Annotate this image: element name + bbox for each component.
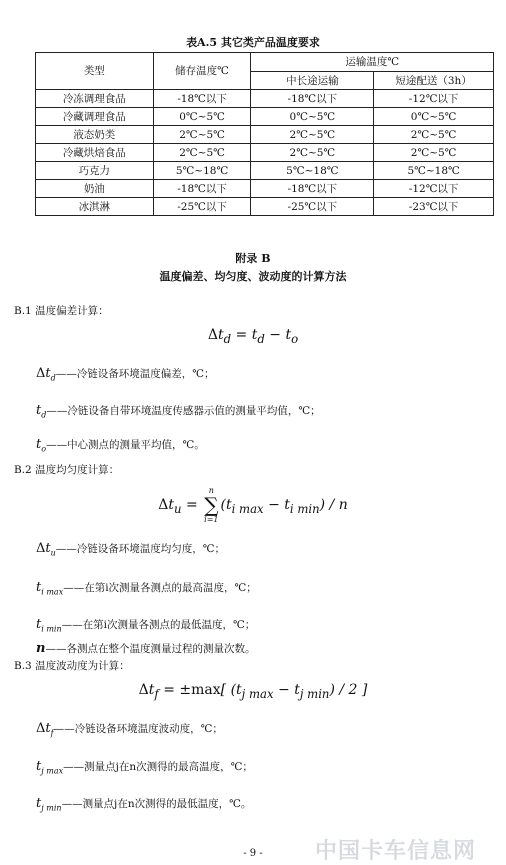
table-cell: 2℃~5℃ [374,144,494,162]
table-cell: -18℃以下 [153,90,251,108]
table-cell: 5℃~18℃ [251,162,374,180]
table-header-row [36,53,494,72]
table-cell: 0℃~5℃ [153,108,251,126]
table-row [36,144,494,162]
table-cell: 巧克力 [36,162,154,180]
table-cell: 5℃~18℃ [153,162,251,180]
table-cell: -23℃以下 [374,198,494,216]
table-cell: 冰淇淋 [36,198,154,216]
table-cell: 0℃~5℃ [251,108,374,126]
definition-delta-tu: $\Delta t_u——$冷链设备环境温度均匀度，℃； [36,541,226,558]
definition-delta-td: $\Delta t_d——$冷链设备环境温度偏差，℃； [36,366,215,383]
section-b2-heading: B.2 温度均匀度计算： [14,464,120,476]
table-cell: 冷冻调理食品 [36,90,154,108]
definition-td: $t_d——$冷链设备自带环境温度传感器示值的测量平均值，℃； [36,403,321,420]
header-transport: 运输温度℃ [251,53,494,72]
table-cell: -18℃以下 [251,180,374,198]
definition-timax: $t_{i max}——$在第i次测量各测点的最高温度，℃； [36,580,257,597]
formula-fluctuation: $\Delta t_f = \pm\max$[ $(t_{j max} - t_{j min}) / 2$ ] [138,682,368,701]
table-cell: -18℃以下 [153,180,251,198]
table-cell: 奶油 [36,180,154,198]
table-cell: 冷藏调理食品 [36,108,154,126]
table-row [36,198,494,216]
definition-n: n——各测点在整个温度测量过程的测量次数。 [36,641,256,656]
table-cell: 2℃~5℃ [153,144,251,162]
page-number: - 9 - [243,848,263,859]
header-storage: 储存温度℃ [153,53,251,90]
definition-to: $t_o——$中心测点的测量平均值，℃。 [36,437,205,454]
table-row [36,90,494,108]
table-cell: -12℃以下 [374,180,494,198]
table-row [36,108,494,126]
section-b1-heading: B.1 温度偏差计算： [14,305,109,317]
table-cell: 液态奶类 [36,126,154,144]
table-cell: -25℃以下 [251,198,374,216]
table-row [36,162,494,180]
table-caption: 表A.5 其它类产品温度要求 [186,36,320,49]
site-watermark: 中国卡车信息网 [315,839,477,864]
table-row [36,126,494,144]
table-cell: 5℃~18℃ [374,162,494,180]
temperature-table [35,52,494,216]
table-cell: 2℃~5℃ [251,144,374,162]
formula-uniformity: $\Delta t_u$ = n ∑ i=1 $(t_{i max} - t_{i min}) / n$ [158,486,348,524]
table-cell: 2℃~5℃ [153,126,251,144]
table-cell: -12℃以下 [374,90,494,108]
table-row [36,180,494,198]
table-cell: 2℃~5℃ [251,126,374,144]
definition-tjmax: $t_{j max}——$测量点j在n次测得的最高温度，℃； [36,759,253,776]
definition-timin: $t_{i min}——$在第i次测量各测点的最低温度，℃； [36,617,256,634]
table-cell: -18℃以下 [251,90,374,108]
table-cell: 0℃~5℃ [374,108,494,126]
section-b3-heading: B.3 温度波动度为计算： [14,660,130,672]
formula-deviation: $\Delta t_d = t_d - t_o$ [207,327,299,346]
header-short-haul: 短途配送（3h） [374,72,494,90]
sum-symbol: n ∑ i=1 [204,486,219,524]
table-cell: 2℃~5℃ [374,126,494,144]
appendix-subtitle: 温度偏差、均匀度、波动度的计算方法 [159,270,347,283]
table-cell: -25℃以下 [153,198,251,216]
header-type: 类型 [36,53,154,90]
definition-delta-tf: $\Delta t_f——$冷链设备环境温度波动度，℃； [36,721,223,738]
table-cell: 冷藏烘焙食品 [36,144,154,162]
definition-tjmin: $t_{j min}——$测量点j在n次测得的最低温度，℃。 [36,796,252,813]
appendix-title: 附录 B [235,252,271,265]
header-long-haul: 中长途运输 [251,72,374,90]
